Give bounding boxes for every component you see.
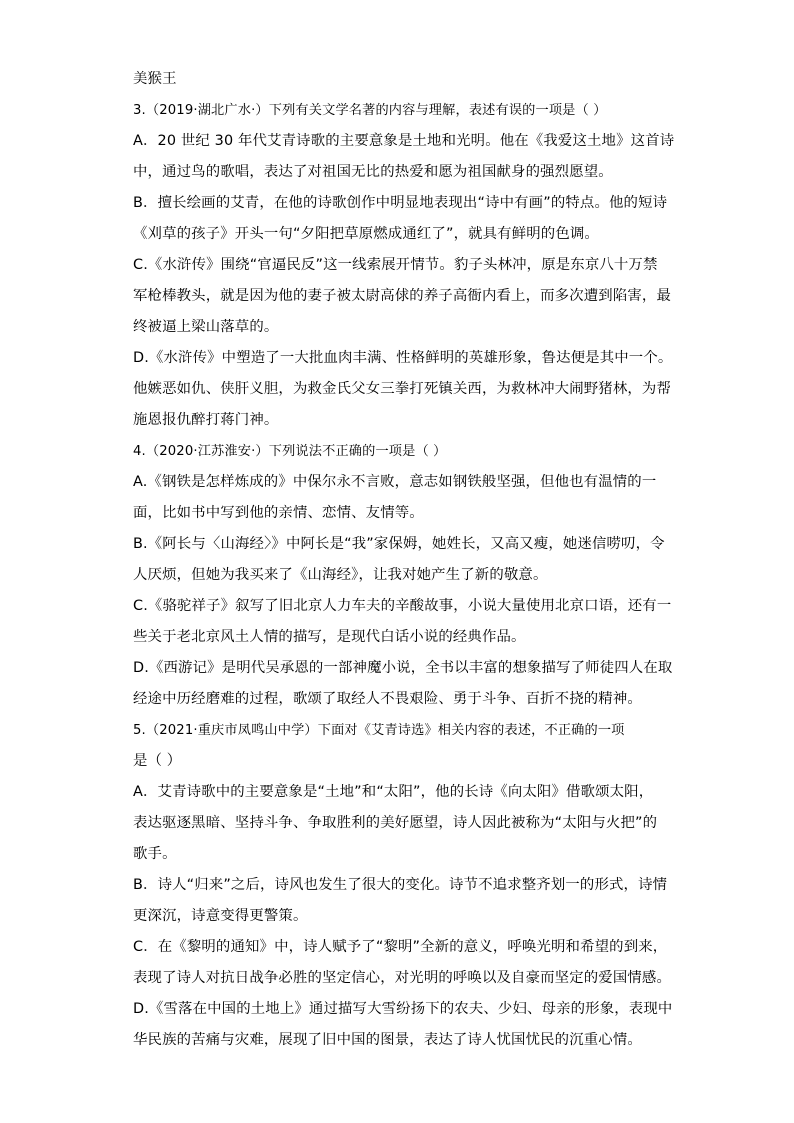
question-5-stem: 5.（2021·重庆市凤鸣山中学）下面对《艾青诗选》相关内容的表述，不正确的一项 <box>133 723 625 738</box>
text-line: C.《骆驼祥子》叙写了旧北京人力车夫的辛酸故事，小说大量使用北京口语，还有一 <box>133 598 672 614</box>
text-line: 面，比如书中写到他的亲情、恋情、友情等。 <box>133 505 424 521</box>
text-line: 美猴王 <box>133 71 177 87</box>
text-line: 华民族的苦痛与灾难，展现了旧中国的图景，表达了诗人忧国忧民的沉重心情。 <box>133 1032 642 1048</box>
text-line: B.《阿长与〈山海经〉》中阿长是“我”家保姆，她姓长，又高又瘦，她迷信唠叨，令 <box>133 536 665 552</box>
text-line: C．在《黎明的通知》中，诗人赋予了“黎明”全新的意义，呼唤光明和希望的到来， <box>133 939 668 955</box>
question-4-stem: 4.（2020·江苏淮安·）下列说法不正确的一项是（ ） <box>133 444 447 459</box>
text-line: 军枪棒教头，就是因为他的妻子被太尉高俅的养子高衙内看上，而多次遭到陷害，最 <box>133 288 672 304</box>
text-line: 歌手。 <box>133 846 177 862</box>
text-line: 表现了诗人对抗日战争必胜的坚定信心，对光明的呼唤以及自豪而坚定的爱国情感。 <box>133 970 672 986</box>
text-line: D.《西游记》是明代吴承恩的一部神魔小说，全书以丰富的想象描写了师徒四人在取 <box>133 660 673 676</box>
text-line: D.《雪落在中国的土地上》通过描写大雪纷扬下的农夫、少妇、母亲的形象，表现中 <box>133 1001 673 1017</box>
text-line: B．诗人“归来”之后，诗风也发生了很大的变化。诗节不追求整齐划一的形式，诗情 <box>133 877 668 893</box>
text-line: 更深沉，诗意变得更警策。 <box>133 908 308 924</box>
text-line: D.《水浒传》中塑造了一大批血肉丰满、性格鲜明的英雄形象，鲁达便是其中一个。 <box>133 350 673 366</box>
text-line: 《刈草的孩子》开头一句“夕阳把草原燃成通红了”，就具有鲜明的色调。 <box>133 226 599 242</box>
text-line: 经途中历经磨难的过程，歌颂了取经人不畏艰险、勇于斗争、百折不挠的精神。 <box>133 691 642 707</box>
text-line: 是（ ） <box>133 753 182 769</box>
text-line: A．艾青诗歌中的主要意象是“土地”和“太阳”，他的长诗《向太阳》借歌颂太阳， <box>133 784 654 800</box>
text-line: 表达驱逐黑暗、坚持斗争、争取胜利的美好愿望，诗人因此被称为“太阳与火把”的 <box>133 815 658 831</box>
text-line: 终被逼上梁山落草的。 <box>133 319 279 335</box>
text-line: 施恩报仇醉打蒋门神。 <box>133 412 279 428</box>
text-line: B．擅长绘画的艾青，在他的诗歌创作中明显地表现出“诗中有画”的特点。他的短诗 <box>133 195 668 211</box>
text-line: 他嫉恶如仇、侠肝义胆，为救金氏父女三拳打死镇关西，为救林冲大闹野猪林，为帮 <box>133 381 672 397</box>
question-3-stem: 3.（2019·湖北广水·）下列有关文学名著的内容与理解，表述有误的一项是（ ） <box>133 103 607 118</box>
text-line: 些关于老北京风土人情的描写，是现代白话小说的经典作品。 <box>133 629 526 645</box>
text-line: C.《水浒传》围绕“官逼民反”这一线索展开情节。豹子头林冲，原是东京八十万禁 <box>133 257 658 273</box>
document-body <box>133 64 675 1056</box>
text-line: A.《钢铁是怎样炼成的》中保尔永不言败，意志如钢铁般坚强，但他也有温情的一 <box>133 474 657 490</box>
text-line: 人厌烦，但她为我买来了《山海经》，让我对她产生了新的敬意。 <box>133 567 548 583</box>
text-line: 中，通过鸟的歌唱，表达了对祖国无比的热爱和愿为祖国献身的强烈愿望。 <box>133 164 613 180</box>
text-line: A．20 世纪 30 年代艾青诗歌的主要意象是土地和光明。他在《我爱这土地》这首诗 <box>133 133 675 149</box>
